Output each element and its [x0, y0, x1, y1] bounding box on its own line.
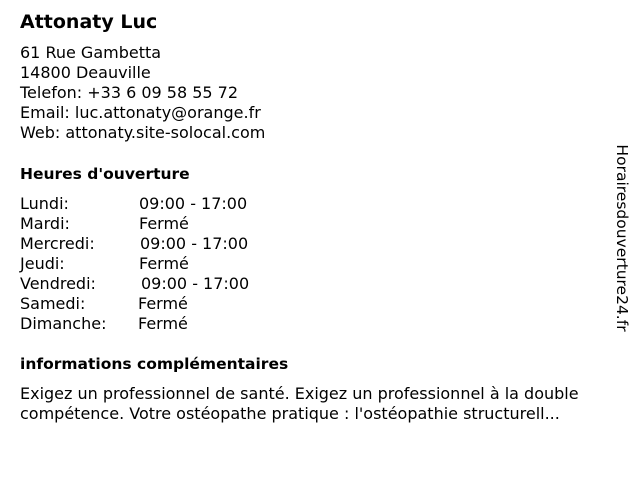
hours-row-tuesday — [20, 214, 320, 234]
address-street: 61 Rue Gambetta — [20, 43, 162, 62]
phone-line: Telefon: +33 6 09 58 55 72 — [20, 83, 239, 102]
hours-heading: Heures d'ouverture — [20, 165, 190, 183]
address-city: 14800 Deauville — [20, 63, 151, 82]
day-hours: Fermé — [138, 294, 188, 313]
day-label: Mercredi: — [20, 234, 95, 253]
day-label: Dimanche: — [20, 314, 107, 333]
info-description: Exigez un professionnel de santé. Exigez un professionnel à la double compétence. Votre ostéopathe pratique : l'ostéopathie structurell... — [20, 384, 579, 423]
day-hours: 09:00 - 17:00 — [139, 194, 248, 213]
web-line: Web: attonaty.site-solocal.com — [20, 123, 266, 142]
day-label: Samedi: — [20, 294, 86, 313]
hours-row-thursday — [20, 254, 320, 274]
email-line: Email: luc.attonaty@orange.fr — [20, 103, 261, 122]
info-heading: informations complémentaires — [20, 355, 289, 373]
day-hours: Fermé — [139, 214, 189, 233]
hours-row-monday — [20, 194, 320, 214]
business-name: Attonaty Luc — [20, 11, 158, 33]
day-hours: 09:00 - 17:00 — [140, 234, 249, 253]
day-hours: Fermé — [139, 254, 189, 273]
day-label: Lundi: — [20, 194, 69, 213]
hours-row-saturday — [20, 294, 320, 314]
day-label: Vendredi: — [20, 274, 96, 293]
contact-block — [20, 43, 265, 143]
site-watermark: Horairesdouverture24.fr — [613, 144, 631, 332]
hours-row-wednesday — [20, 234, 320, 254]
day-label: Jeudi: — [20, 254, 65, 273]
day-hours: 09:00 - 17:00 — [141, 274, 250, 293]
day-label: Mardi: — [20, 214, 70, 233]
hours-row-friday — [20, 274, 320, 294]
day-hours: Fermé — [138, 314, 188, 333]
hours-table — [20, 194, 320, 334]
hours-row-sunday — [20, 314, 320, 334]
